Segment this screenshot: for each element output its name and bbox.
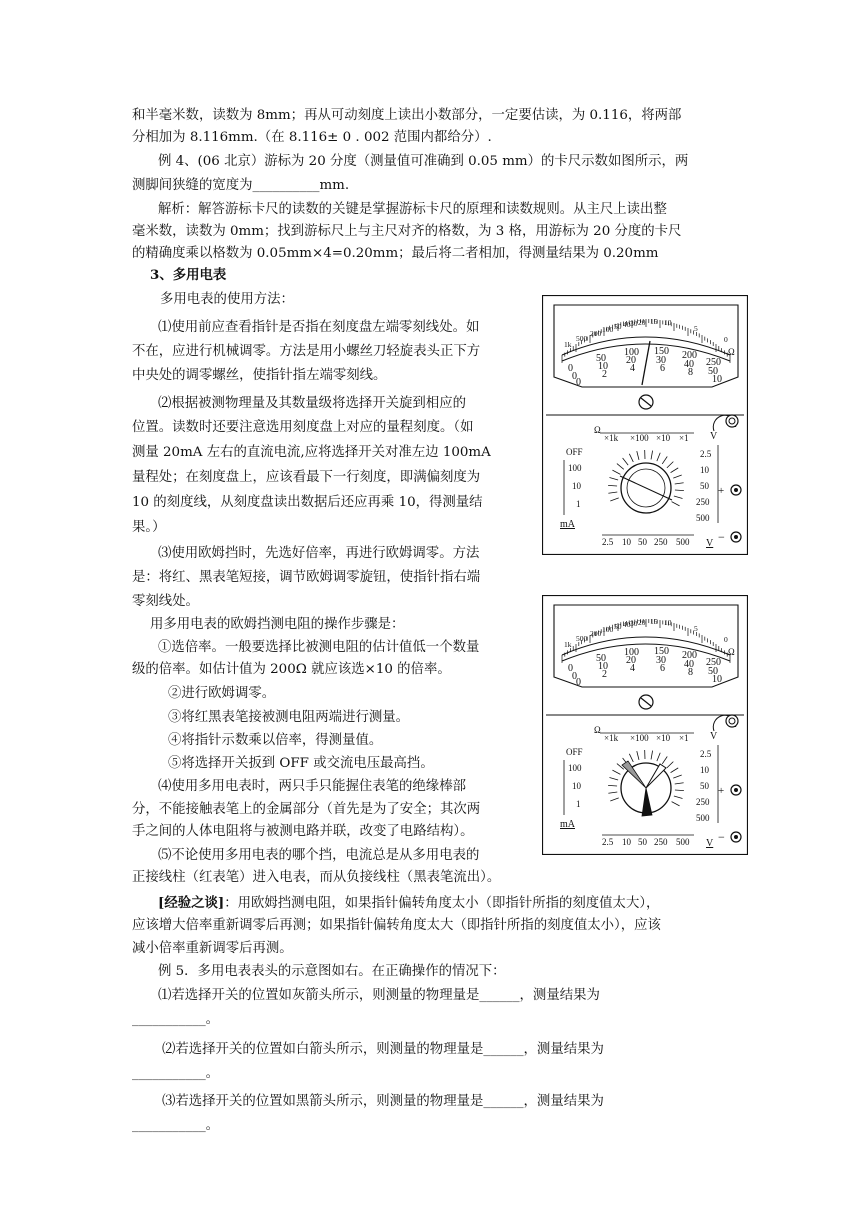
vac-range-label: 500 <box>676 837 690 847</box>
dc-label: 100 <box>624 347 639 358</box>
vac-range-label: 250 <box>654 537 668 547</box>
v-range-label: 250 <box>696 797 710 807</box>
experience-text: ：用欧姆挡测电阻，如果指针偏转角度太小（即指针所指的刻度值太大）， <box>224 896 660 911</box>
question-1: ⑴若选择开关的位置如灰箭头所示，则测量的物理量是______，测量结果为 <box>158 988 600 1003</box>
experience-note: 应该增大倍率重新调零后再测；如果指针偏转角度太大（即指针所指的刻度值太小），应该 <box>132 918 661 933</box>
terminal-center <box>734 835 738 839</box>
mid-label: 40 <box>684 659 694 670</box>
multiplier-label: ×1k <box>604 733 619 743</box>
mid-label: 30 <box>656 355 666 366</box>
ohm-label: 20 <box>638 318 646 327</box>
dc-label: 50 <box>596 353 606 364</box>
ma-range-label: 100 <box>568 763 582 773</box>
mid-label: 20 <box>626 355 636 366</box>
minus-label: − <box>718 530 725 544</box>
ma-range-label: 10 <box>572 781 581 791</box>
plus-label: + <box>718 785 725 797</box>
ma-range-label: 100 <box>568 463 582 473</box>
usage-item-1: ⑴使用前应查看指针是否指在刻度盘左端零刻线处。如 <box>158 320 480 335</box>
paragraph-line: 分相加为 8.116mm.（在 8.116± 0 . 002 范围内都给分）. <box>132 130 492 145</box>
usage-item-5: 正接线柱（红表笔）进入电表，而从负接线柱（黑表笔流出）。 <box>132 870 501 885</box>
answer-blank: ___________。 <box>132 1012 220 1027</box>
dc-label: 100 <box>624 647 639 658</box>
v-range-label: 250 <box>696 497 710 507</box>
ohm-label: 200 <box>590 329 602 338</box>
low-label: 0 <box>576 677 581 688</box>
ohm-label: 30 <box>630 619 638 628</box>
multiplier-label: ×1 <box>679 433 689 443</box>
multimeter-figure-bottom <box>542 595 748 855</box>
ohm-label: 1k <box>564 340 572 349</box>
low-label: 8 <box>688 667 693 678</box>
question-3: ⑶若选择开关的位置如黑箭头所示，则测量的物理量是______，测量结果为 <box>162 1094 604 1109</box>
vac-range-label: 2.5 <box>602 837 614 847</box>
range-omega-label: Ω <box>594 425 601 435</box>
ohm-label: 5 <box>694 324 698 333</box>
step-3: ③将红黑表笔接被测电阻两端进行测量。 <box>168 710 410 725</box>
usage-item-2: 测量 20mA 左右的直流电流,应将选择开关对准左边 100mA <box>132 445 491 460</box>
dc-label: 150 <box>654 346 669 357</box>
range-omega-label: Ω <box>594 725 601 735</box>
ma-range-label: 1 <box>576 799 581 809</box>
usage-item-4: ⑷使用多用电表时，两只手只能握住表笔的绝缘棒部 <box>158 779 466 794</box>
ohm-symbol: Ω <box>728 647 735 657</box>
ohm-label: 40 <box>623 620 631 629</box>
ohm-label: 500 <box>576 634 588 643</box>
example-4-line: 测脚间狭缝的宽度为__________mm. <box>132 178 350 193</box>
mid-label: 40 <box>684 359 694 370</box>
multiplier-label: ×100 <box>630 433 649 443</box>
off-label: OFF <box>566 747 583 757</box>
ohm-label: 20 <box>638 618 646 627</box>
vac-unit-label: V <box>706 538 714 549</box>
ohm-label: 5 <box>694 624 698 633</box>
mid-label: 50 <box>708 666 718 677</box>
mid-label: 0 <box>572 671 577 682</box>
knob-center <box>729 718 735 724</box>
example-5-heading: 例 5．多用电表表头的示意图如右。在正确操作的情况下： <box>158 964 506 979</box>
multimeter-diagram <box>542 595 748 855</box>
ohm-label: 10 <box>664 618 672 627</box>
usage-item-4: 手之间的人体电阻将与被测电路并联，改变了电路结构）。 <box>132 824 474 839</box>
low-label: 4 <box>630 663 635 674</box>
low-label: 10 <box>712 674 722 685</box>
usage-item-2: 果。） <box>132 520 166 535</box>
multiplier-label: ×1 <box>679 733 689 743</box>
multimeter-diagram <box>542 295 748 555</box>
experience-note <box>158 893 659 914</box>
answer-blank: ___________。 <box>132 1066 220 1081</box>
dc-label: 200 <box>682 650 697 661</box>
multiplier-label: ×10 <box>656 733 671 743</box>
step-1: 级的倍率。如估计值为 200Ω 就应该选×10 的倍率。 <box>132 662 451 677</box>
v-range-label: 500 <box>696 813 710 823</box>
dc-label: 250 <box>706 357 721 368</box>
ohm-label: 50 <box>614 622 622 631</box>
multimeter-figure-top <box>542 295 748 555</box>
mid-label: 50 <box>708 366 718 377</box>
v-range-label: 10 <box>700 765 709 775</box>
ohm-label: 15 <box>650 617 658 626</box>
ohm-symbol: Ω <box>728 347 735 357</box>
ma-range-label: 10 <box>572 481 581 491</box>
experience-note: 减小倍率重新调零后再测。 <box>132 941 293 956</box>
ohm-label: 30 <box>630 319 638 328</box>
ohm-label: 15 <box>650 317 658 326</box>
usage-item-2: ⑵根据被测物理量及其数量级将选择开关旋到相应的 <box>158 396 466 411</box>
ohm-label: 200 <box>590 629 602 638</box>
analysis-line: 的精确度乘以格数为 0.05mm×4=0.20mm；最后将二者相加，得测量结果为 0.20mm <box>132 246 659 261</box>
low-label: 4 <box>630 363 635 374</box>
step-2: ②进行欧姆调零。 <box>168 686 276 701</box>
usage-item-2: 位置。读数时还要注意选用刻度盘上对应的量程刻度。（如 <box>132 420 474 435</box>
low-label: 6 <box>660 363 665 374</box>
dc-label: 250 <box>706 657 721 668</box>
low-label: 2 <box>602 369 607 380</box>
usage-heading: 多用电表的使用方法： <box>160 292 294 307</box>
low-label: 10 <box>712 374 722 385</box>
ohm-label: 10 <box>664 318 672 327</box>
mid-label: 10 <box>598 661 608 672</box>
ohm-label: 50 <box>614 322 622 331</box>
terminal-center <box>734 488 738 492</box>
vac-unit-label: V <box>706 838 714 849</box>
paragraph-line: 和半毫米数，读数为 8mm；再从可动刻度上读出小数部分，一定要估读，为 0.116，将两部 <box>132 108 682 123</box>
section-heading: 3、多用电表 <box>150 267 227 283</box>
v-range-label: 10 <box>700 465 709 475</box>
usage-item-3: 零刻线处。 <box>132 594 199 609</box>
terminal-center <box>734 535 738 539</box>
dc-label: 200 <box>682 350 697 361</box>
ohm-label: 500 <box>576 334 588 343</box>
vac-range-label: 10 <box>622 537 631 547</box>
usage-item-2: 量程处；在刻度盘上，应该看最下一行刻度，即满偏刻度为 <box>132 470 481 485</box>
dc-label: 0 <box>568 663 573 674</box>
example-4-line: 例 4、(06 北京）游标为 20 分度（测量值可准确到 0.05 mm）的卡尺示数如图所示，两 <box>158 154 689 169</box>
low-label: 6 <box>660 663 665 674</box>
off-label: OFF <box>566 447 583 457</box>
analysis-line: 解析：解答游标卡尺的读数的关键是掌握游标卡尺的原理和读数规则。从主尺上读出整 <box>158 202 667 217</box>
vac-range-label: 250 <box>654 837 668 847</box>
ma-range-label: 1 <box>576 499 581 509</box>
dc-label: 50 <box>596 653 606 664</box>
vac-range-label: 50 <box>638 537 647 547</box>
mid-label: 30 <box>656 655 666 666</box>
v-label: V <box>710 431 718 442</box>
plus-label: + <box>718 485 725 497</box>
vac-range-label: 2.5 <box>602 537 614 547</box>
experience-label: [经验之谈] <box>158 895 225 911</box>
usage-item-3: ⑶使用欧姆挡时，先选好倍率，再进行欧姆调零。方法 <box>158 546 480 561</box>
analysis-line: 毫米数，读数为 0mm；找到游标尺上与主尺对齐的格数，为 3 格，用游标为 20 分度的卡尺 <box>132 224 682 239</box>
ohm-label: 0 <box>724 335 728 344</box>
usage-item-3: 是：将红、黑表笔短接，调节欧姆调零旋钮，使指针指右端 <box>132 570 481 585</box>
ohm-label: 100 <box>602 625 614 634</box>
low-label: 2 <box>602 669 607 680</box>
ohm-label: 40 <box>623 320 631 329</box>
question-2: ⑵若选择开关的位置如白箭头所示，则测量的物理量是______，测量结果为 <box>162 1042 604 1057</box>
vac-range-label: 10 <box>622 837 631 847</box>
ohm-label: 100 <box>602 325 614 334</box>
mid-label: 10 <box>598 361 608 372</box>
usage-item-1: 中央处的调零螺丝，使指针指左端零刻线。 <box>132 368 387 383</box>
usage-item-2: 10 的刻度线，从刻度盘读出数据后还应再乘 10，得测量结 <box>132 495 483 510</box>
multiplier-label: ×10 <box>656 433 671 443</box>
low-label: 0 <box>576 377 581 388</box>
usage-item-1: 不在，应进行机械调零。方法是用小螺丝刀轻旋表头正下方 <box>132 344 481 359</box>
steps-heading: 用多用电表的欧姆挡测电阻的操作步骤是： <box>150 617 405 632</box>
v-label: V <box>710 731 718 742</box>
v-range-label: 2.5 <box>700 749 712 759</box>
vac-range-label: 50 <box>638 837 647 847</box>
terminal-center <box>734 788 738 792</box>
mid-label: 20 <box>626 655 636 666</box>
step-5: ⑤将选择开关扳到 OFF 或交流电压最高挡。 <box>168 756 434 771</box>
v-range-label: 500 <box>696 513 710 523</box>
answer-blank: ___________。 <box>132 1118 220 1133</box>
usage-item-4: 分，不能接触表笔上的金属部分（首先是为了安全；其次两 <box>132 802 481 817</box>
ohm-label: 1k <box>564 640 572 649</box>
step-4: ④将指针示数乘以倍率，得测量值。 <box>168 733 383 748</box>
low-label: 8 <box>688 367 693 378</box>
ma-unit-label: mA <box>560 519 575 530</box>
vac-range-label: 500 <box>676 537 690 547</box>
ma-unit-label: mA <box>560 819 575 830</box>
dc-label: 150 <box>654 646 669 657</box>
v-range-label: 2.5 <box>700 449 712 459</box>
usage-item-5: ⑸不论使用多用电表的哪个挡，电流总是从多用电表的 <box>158 848 480 863</box>
mid-label: 0 <box>572 371 577 382</box>
v-range-label: 50 <box>700 781 709 791</box>
dc-label: 0 <box>568 363 573 374</box>
multiplier-label: ×100 <box>630 733 649 743</box>
minus-label: − <box>718 830 725 844</box>
knob-center <box>729 418 735 424</box>
multiplier-label: ×1k <box>604 433 619 443</box>
v-range-label: 50 <box>700 481 709 491</box>
step-1: ①选倍率。一般要选择比被测电阻的估计值低一个数量 <box>158 640 480 655</box>
ohm-label: 0 <box>724 635 728 644</box>
